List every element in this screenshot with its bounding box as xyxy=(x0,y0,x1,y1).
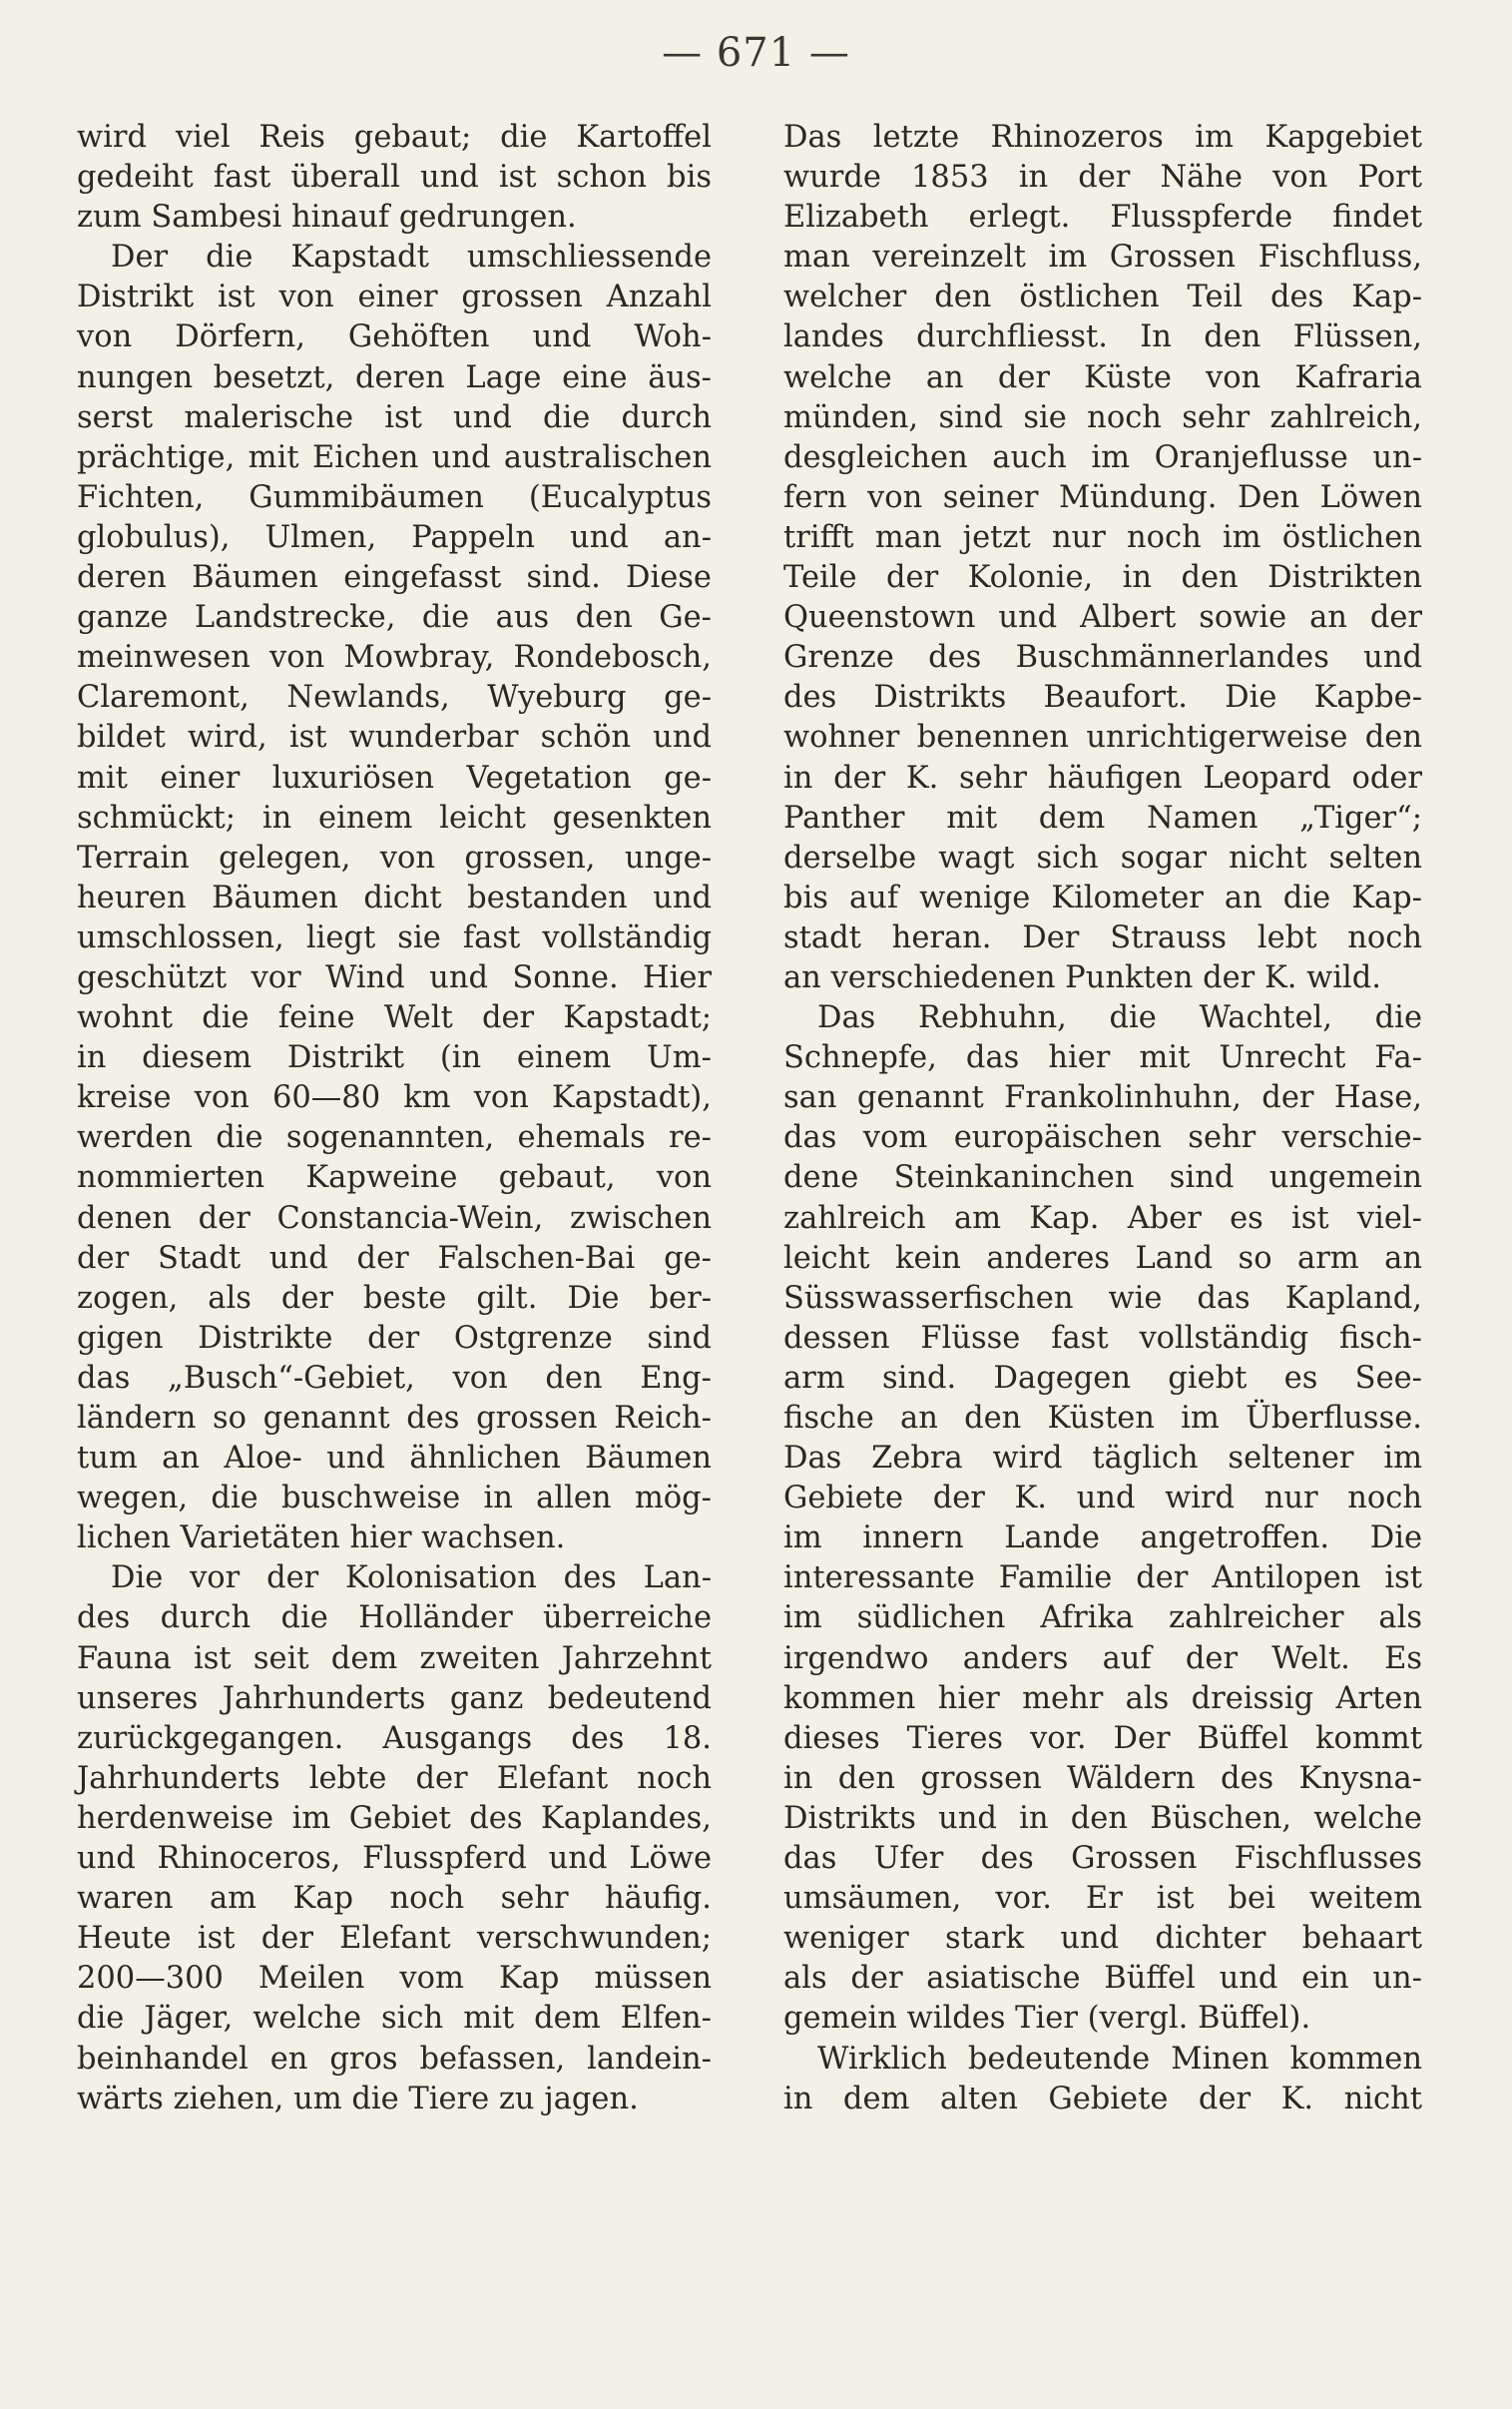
text-line: schmückt; in einem leicht gesenkten xyxy=(77,800,712,836)
text-line: das Ufer des Grossen Fischflusses xyxy=(783,1841,1422,1877)
text-line: welche an der Küste von Kafraria xyxy=(783,359,1422,395)
text-line: Wirklich bedeutende Minen kommen xyxy=(817,2041,1422,2077)
text-line: zurückgegangen. Ausgangs des 18. xyxy=(77,1720,712,1756)
text-line: prächtige, mit Eichen und australischen xyxy=(77,439,712,475)
text-line: 200—300 Meilen vom Kap müssen xyxy=(77,1961,712,1997)
text-line: werden die sogenannten, ehemals re- xyxy=(77,1120,712,1156)
right-column xyxy=(783,118,1422,2119)
text-line: herdenweise im Gebiet des Kaplandes, xyxy=(77,1800,712,1836)
text-line: kreise von 60—80 km von Kapstadt), xyxy=(77,1080,712,1116)
text-line: umschlossen, liegt sie fast vollständig xyxy=(77,919,712,955)
text-line: zum Sambesi hinauf gedrungen. xyxy=(77,200,577,236)
text-line: leicht kein anderes Land so arm an xyxy=(783,1240,1422,1276)
text-line: Heute ist der Elefant verschwunden; xyxy=(77,1921,712,1957)
text-line: man vereinzelt im Grossen Fischfluss, xyxy=(783,240,1422,276)
text-line: Die vor der Kolonisation des Lan- xyxy=(111,1560,712,1596)
text-line: trifft man jetzt nur noch im östlichen xyxy=(783,519,1422,555)
text-line: Schnepfe, das hier mit Unrecht Fa- xyxy=(783,1040,1422,1076)
text-line: und Rhinoceros, Flusspferd und Löwe xyxy=(77,1841,712,1877)
text-line: desgleichen auch im Oranjeflusse un- xyxy=(783,439,1422,475)
text-line: heuren Bäumen dicht bestanden und xyxy=(77,880,712,915)
text-line: kommen hier mehr als dreissig Arten xyxy=(783,1680,1422,1716)
text-line: in diesem Distrikt (in einem Um- xyxy=(77,1040,712,1076)
text-line: im innern Lande angetroffen. Die xyxy=(783,1520,1422,1556)
text-line: geschützt vor Wind und Sonne. Hier xyxy=(77,959,712,995)
text-line: landes durchfliesst. In den Flüssen, xyxy=(783,319,1422,355)
text-line: lichen Varietäten hier wachsen. xyxy=(77,1520,566,1556)
text-line: dene Steinkaninchen sind ungemein xyxy=(783,1160,1422,1196)
text-line: mit einer luxuriösen Vegetation ge- xyxy=(77,760,712,796)
text-line: tum an Aloe- und ähnlichen Bäumen xyxy=(77,1441,712,1477)
text-line: das „Busch“-Gebiet, von den Eng- xyxy=(77,1360,712,1396)
text-line: wurde 1853 in der Nähe von Port xyxy=(783,160,1422,196)
text-line: arm sind. Dagegen giebt es See- xyxy=(783,1360,1422,1396)
text-line: Das letzte Rhinozeros im Kapgebiet xyxy=(783,120,1422,155)
text-line: Queenstown und Albert sowie an der xyxy=(783,600,1422,636)
text-line: dessen Flüsse fast vollständig fisch- xyxy=(783,1320,1422,1356)
text-line: nungen besetzt, deren Lage eine äus- xyxy=(77,359,712,395)
text-line: Das Rebhuhn, die Wachtel, die xyxy=(817,1000,1422,1036)
text-line: gigen Distrikte der Ostgrenze sind xyxy=(77,1320,712,1356)
text-line: wohner benennen unrichtigerweise den xyxy=(783,720,1422,756)
text-line: von Dörfern, Gehöften und Woh- xyxy=(77,319,712,355)
text-line: in dem alten Gebiete der K. nicht xyxy=(783,2081,1422,2116)
text-line: Grenze des Buschmännerlandes und xyxy=(783,640,1422,676)
text-line: Distrikt ist von einer grossen Anzahl xyxy=(77,280,712,315)
text-line: Teile der Kolonie, in den Distrikten xyxy=(783,560,1422,596)
text-line: wohnt die feine Welt der Kapstadt; xyxy=(77,1000,712,1036)
text-line: san genannt Frankolinhuhn, der Hase, xyxy=(783,1080,1422,1116)
text-line: des durch die Holländer überreiche xyxy=(77,1600,712,1636)
text-line: Panther mit dem Namen „Tiger“; xyxy=(783,800,1422,836)
text-line: dieses Tieres vor. Der Büffel kommt xyxy=(783,1720,1422,1756)
text-line: welcher den östlichen Teil des Kap- xyxy=(783,280,1422,315)
text-line: waren am Kap noch sehr häufig. xyxy=(77,1881,712,1917)
text-line: gedeiht fast überall und ist schon bis xyxy=(77,160,712,196)
text-line: in der K. sehr häufigen Leopard oder xyxy=(783,760,1422,796)
text-line: bis auf wenige Kilometer an die Kap- xyxy=(783,880,1422,915)
text-line: interessante Familie der Antilopen ist xyxy=(783,1560,1422,1596)
text-line: globulus), Ulmen, Pappeln und an- xyxy=(77,519,712,555)
text-line: ländern so genannt des grossen Reich- xyxy=(77,1401,712,1436)
text-line: ganze Landstrecke, die aus den Ge- xyxy=(77,600,712,636)
text-line: Claremont, Newlands, Wyeburg ge- xyxy=(77,680,712,716)
text-line: meinwesen von Mowbray, Rondebosch, xyxy=(77,640,712,676)
text-line: unseres Jahrhunderts ganz bedeutend xyxy=(77,1680,712,1716)
text-line: zogen, als der beste gilt. Die ber- xyxy=(77,1280,712,1316)
text-line: fern von seiner Mündung. Den Löwen xyxy=(783,479,1422,515)
text-line: fische an den Küsten im Überflusse. xyxy=(783,1401,1422,1436)
text-line: bildet wird, ist wunderbar schön und xyxy=(77,720,712,756)
text-line: als der asiatische Büffel und ein un- xyxy=(783,1961,1422,1997)
text-line: münden, sind sie noch sehr zahlreich, xyxy=(783,399,1422,435)
text-line: Das Zebra wird täglich seltener im xyxy=(783,1441,1422,1477)
text-line: gemein wildes Tier (vergl. Büffel). xyxy=(783,2001,1311,2037)
text-line: weniger stark und dichter behaart xyxy=(783,1921,1422,1957)
text-line: Gebiete der K. und wird nur noch xyxy=(783,1481,1422,1516)
text-line: Süsswasserfischen wie das Kapland, xyxy=(783,1280,1422,1316)
text-line: umsäumen, vor. Er ist bei weitem xyxy=(783,1881,1422,1917)
text-line: wird viel Reis gebaut; die Kartoffel xyxy=(77,120,712,155)
text-line: die Jäger, welche sich mit dem Elfen- xyxy=(77,2001,712,2037)
page-number: — 671 — xyxy=(662,30,850,76)
text-line: Fichten, Gummibäumen (Eucalyptus xyxy=(77,479,712,515)
text-line: wegen, die buschweise in allen mög- xyxy=(77,1481,712,1516)
text-line: des Distrikts Beaufort. Die Kapbe- xyxy=(783,680,1422,716)
text-line: derselbe wagt sich sogar nicht selten xyxy=(783,840,1422,876)
text-line: nommierten Kapweine gebaut, von xyxy=(77,1160,712,1196)
text-line: beinhandel en gros befassen, landein- xyxy=(77,2041,712,2077)
text-line: stadt heran. Der Strauss lebt noch xyxy=(783,919,1422,955)
text-line: der Stadt und der Falschen-Bai ge- xyxy=(77,1240,712,1276)
text-line: wärts ziehen, um die Tiere zu jagen. xyxy=(77,2081,639,2116)
text-line: an verschiedenen Punkten der K. wild. xyxy=(783,959,1381,995)
text-line: in den grossen Wäldern des Knysna- xyxy=(783,1760,1422,1796)
text-line: Jahrhunderts lebte der Elefant noch xyxy=(77,1760,712,1796)
text-line: Distrikts und in den Büschen, welche xyxy=(783,1800,1422,1836)
text-line: das vom europäischen sehr verschie- xyxy=(783,1120,1422,1156)
text-line: Fauna ist seit dem zweiten Jahrzehnt xyxy=(77,1640,712,1676)
text-line: serst malerische ist und die durch xyxy=(77,399,712,435)
text-line: zahlreich am Kap. Aber es ist viel- xyxy=(783,1200,1422,1236)
text-line: Terrain gelegen, von grossen, unge- xyxy=(77,840,712,876)
text-line: irgendwo anders auf der Welt. Es xyxy=(783,1640,1422,1676)
text-line: im südlichen Afrika zahlreicher als xyxy=(783,1600,1422,1636)
text-line: Elizabeth erlegt. Flusspferde findet xyxy=(783,200,1422,236)
text-line: deren Bäumen eingefasst sind. Diese xyxy=(77,560,712,596)
text-line: denen der Constancia-Wein, zwischen xyxy=(77,1200,712,1236)
left-column xyxy=(77,118,712,2119)
text-line: Der die Kapstadt umschliessende xyxy=(111,240,712,276)
